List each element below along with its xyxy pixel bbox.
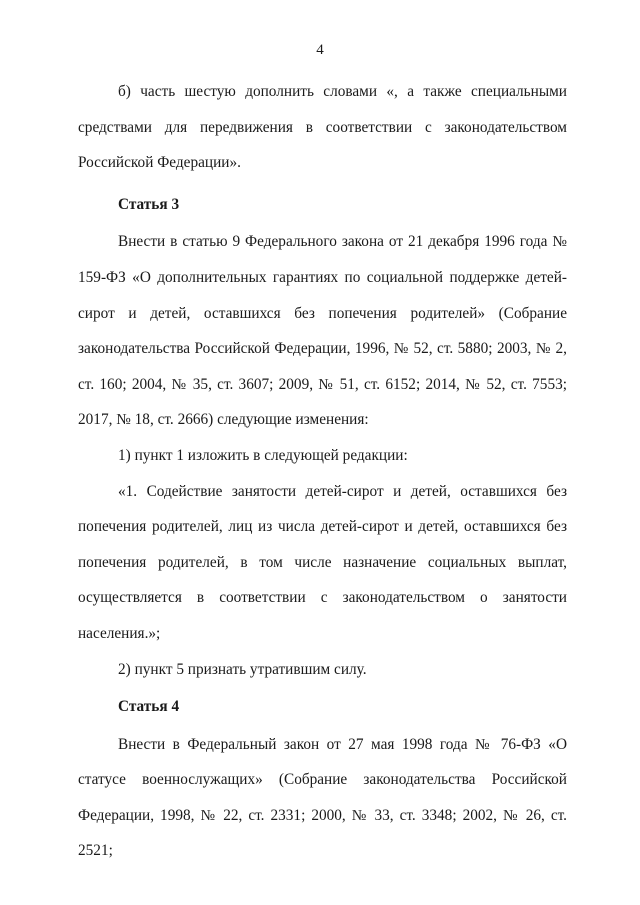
paragraph-amendment-b: б) часть шестую дополнить словами «, а также специальными средствами для передвижения в соответствии с законодательством Российской Федерации». bbox=[78, 83, 567, 172]
paragraph-article-3-intro: Внести в статью 9 Федерального закона от 21 декабря 1996 года № 159-ФЗ «О дополнительных гарантиях по социальной поддержке детей-сирот и детей, оставшихся без попечения родителей» (Собрание законодательства Российской Федерации, 1996, № 52, ст. 5880; 2003, № 2, ст. 160; 2004, № 35, ст. 3607; 2009, № 51, ст. 6152; 2014, № 52, ст. 7553; 2017, № 18, ст. 2666) следующие изменения: bbox=[78, 233, 567, 429]
paragraph-article-4-intro: Внести в Федеральный закон от 27 мая 1998 года № 76-ФЗ «О статусе военнослужащих» (Собрание законодательства Российской Федерации, 1998, № 22, ст. 2331; 2000, № 33, ст. 3348; 2002, № 26, ст. 2521; bbox=[78, 735, 567, 860]
article-4-heading: Статья 4 bbox=[118, 698, 180, 716]
page-number: 4 bbox=[316, 42, 324, 58]
paragraph-item-2: 2) пункт 5 признать утратившим силу. bbox=[118, 660, 367, 678]
article-3-heading: Статья 3 bbox=[118, 195, 180, 213]
paragraph-item-1-text: «1. Содействие занятости детей-сирот и детей, оставшихся без попечения родителей, лиц из числа детей-сирот и детей, оставшихся без попечения родителей, в том числе назначение социальных выплат, осуществляется в соответствии с законодательством о занятости населения.»; bbox=[78, 482, 567, 642]
document-body bbox=[78, 74, 567, 869]
paragraph-item-1: 1) пункт 1 изложить в следующей редакции: bbox=[118, 446, 408, 464]
